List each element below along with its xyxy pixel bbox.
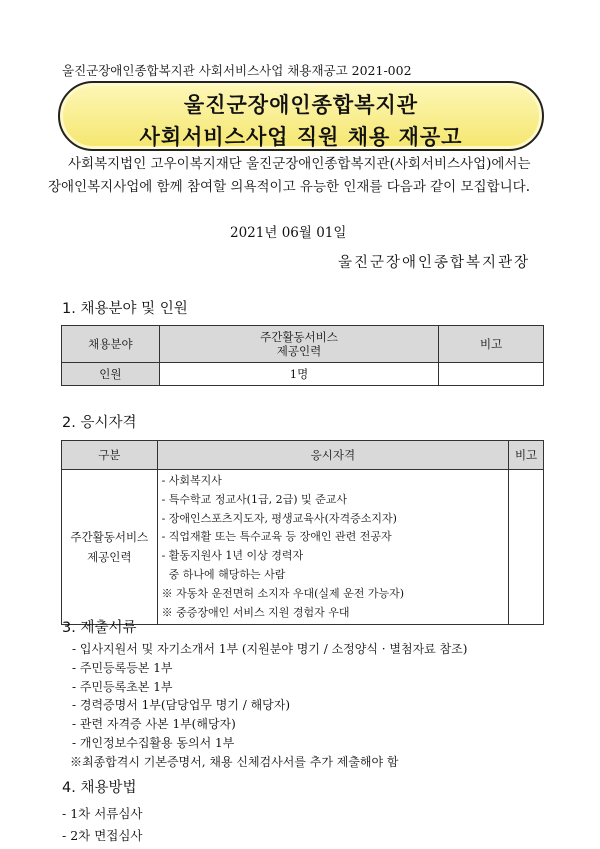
recruitment-table xyxy=(61,325,544,386)
document-item: - 경력증명서 1부(담당업무 명기 / 해당자) xyxy=(72,698,291,713)
headcount-remarks xyxy=(439,363,544,386)
header-position: 주간활동서비스 제공인력 xyxy=(159,326,438,363)
section-2-title: 2. 응시자격 xyxy=(62,415,137,431)
required-documents-list xyxy=(72,640,467,772)
qualification-note xyxy=(509,470,544,625)
qualification-item: - 사회복지사 xyxy=(161,474,222,487)
qualification-item: ※ 자동차 운전면허 소지자 우대(실제 운전 가능자) xyxy=(161,586,405,600)
qualification-list xyxy=(157,470,509,625)
document-note: ※최종합격시 기본증명서, 채용 신체검사서를 추가 제출해야 함 xyxy=(70,754,399,769)
document-item: - 입사지원서 및 자기소개서 1부 (지원분야 명기 / 소정양식 · 별첨자료 참조) xyxy=(72,642,468,656)
qualification-item: ※ 중증장애인 서비스 지원 경험자 우대 xyxy=(161,605,350,619)
document-item: - 개인정보수집활용 동의서 1부 xyxy=(72,735,235,750)
qualification-item: 중 하나에 해당하는 사람 xyxy=(161,567,286,581)
document-header: 울진군장애인종합복지관 사회서비스사업 채용재공고 2021-002 xyxy=(62,63,412,78)
section-4-title: 4. 채용방법 xyxy=(62,780,137,796)
header-note: 비고 xyxy=(509,441,544,470)
header-qualification: 응시자격 xyxy=(157,441,509,470)
qualification-category: 주간활동서비스 제공인력 xyxy=(62,470,158,625)
selection-method-list xyxy=(62,803,143,847)
qualification-table xyxy=(61,440,544,625)
header-remarks: 비고 xyxy=(439,326,544,363)
banner-title-line2: 사회서비스사업 직원 채용 재공고 xyxy=(139,125,463,149)
qualification-item: - 활동지원사 1년 이상 경력자 xyxy=(161,549,304,563)
row-label-headcount: 인원 xyxy=(62,363,160,386)
signer-name: 울진군장애인종합복지관장 xyxy=(338,255,531,271)
intro-line-2: 장애인복지사업에 함께 참여할 의욕적이고 유능한 인재를 다음과 같이 모집합니다. xyxy=(48,179,531,195)
document-item: - 관련 자격증 사본 1부(해당자) xyxy=(72,717,236,732)
qualification-item: - 특수학교 정교사(1급, 2급) 및 준교사 xyxy=(161,492,348,506)
document-item: - 주민등록초본 1부 xyxy=(72,679,173,694)
notice-date: 2021년 06월 01일 xyxy=(230,225,347,241)
method-item: - 1차 서류심사 xyxy=(62,806,143,821)
intro-paragraph xyxy=(48,153,568,199)
title-banner xyxy=(58,81,544,151)
document-item: - 주민등록등본 1부 xyxy=(72,660,173,675)
header-category: 구분 xyxy=(62,441,158,470)
intro-line-1: 사회복지법인 고우이복지재단 울진군장애인종합복지관(사회서비스사업)에서는 xyxy=(68,156,531,172)
method-item: - 2차 면접심사 xyxy=(62,828,143,843)
banner-title-line1: 울진군장애인종합복지관 xyxy=(183,93,419,117)
qualification-item: - 직업재활 또는 특수교육 등 장애인 관련 전공자 xyxy=(161,530,392,544)
qualification-item: - 장애인스포츠지도자, 평생교육사(자격증소지자) xyxy=(161,511,397,525)
section-1-title: 1. 채용분야 및 인원 xyxy=(62,301,188,317)
header-field: 채용분야 xyxy=(62,326,160,363)
headcount-value: 1명 xyxy=(159,363,438,386)
section-3-title: 3. 제출서류 xyxy=(62,620,137,636)
